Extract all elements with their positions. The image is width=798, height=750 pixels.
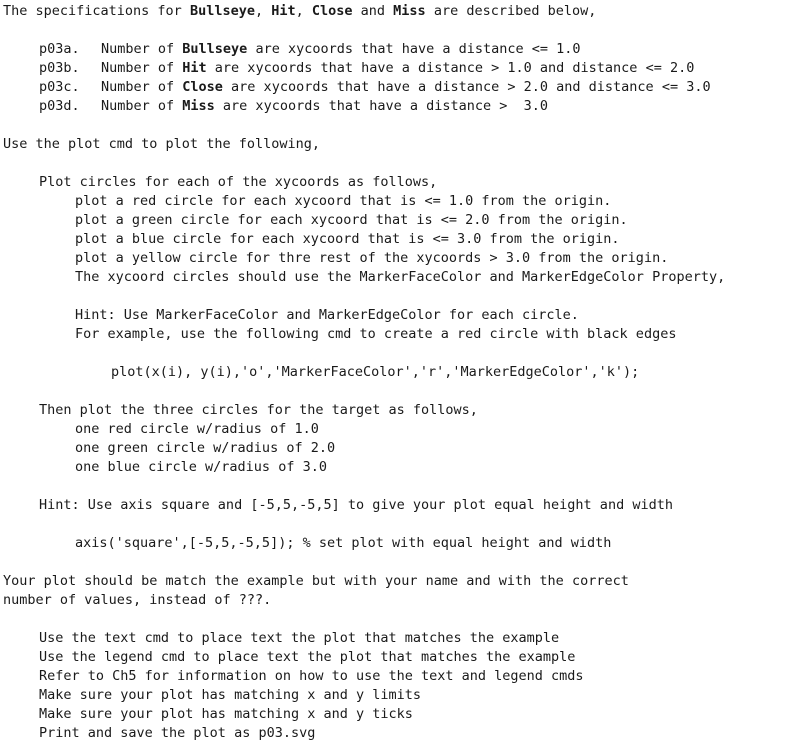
spec-label: p03d. [39,98,80,114]
spec-term: Close [182,79,223,95]
intro-miss: Miss [393,3,426,19]
spacer [3,21,793,40]
intro-text-5: are described below, [425,3,597,19]
final-item: Print and save the plot as p03.svg [39,725,316,741]
final-item: Refer to Ch5 for information on how to use the text and legend cmds [39,668,584,684]
assignment-document [3,2,793,743]
code-plot-example: plot(x(i), y(i),'o','MarkerFaceColor','r','MarkerEdgeColor','k'); [111,364,640,380]
spec-term: Hit [182,60,207,76]
spacer [3,287,793,306]
spacer [3,610,793,629]
plot-circles-heading: Plot circles for each of the xycoords as follows, [39,174,438,190]
spec-text: are xycoords that have a distance <= 1.0 [247,41,581,57]
spec-text: Number of [101,60,183,76]
spacer [3,515,793,534]
intro-close: Close [311,3,353,19]
spec-term: Miss [182,98,215,114]
spec-text: Number of [101,41,183,57]
spacer [3,382,793,401]
spec-p03b [3,59,793,78]
final-item: Use the text cmd to place text the plot that matches the example [39,630,560,646]
spacer [3,344,793,363]
plot-circles-item: The xycoord circles should use the MarkerFaceColor and MarkerEdgeColor Property, [75,269,726,285]
spec-text: are xycoords that have a distance > 2.0 and distance <= 3.0 [222,79,711,95]
spec-label: p03b. [39,60,80,76]
intro-hit: Hit [271,3,296,19]
final-item: Make sure your plot has matching x and y ticks [39,706,413,722]
hint-marker-line: Hint: Use MarkerFaceColor and MarkerEdgeColor for each circle. [75,307,579,323]
intro-text-1: The specifications for [3,3,190,19]
spec-term: Bullseye [182,41,248,57]
spacer [3,553,793,572]
plot-circles-item: plot a red circle for each xycoord that is <= 1.0 from the origin. [75,193,612,209]
spec-text: Number of [101,98,183,114]
hint-example-line: For example, use the following cmd to create a red circle with black edges [75,326,677,342]
target-item: one red circle w/radius of 1.0 [75,421,319,437]
spec-label: p03a. [39,41,80,57]
plot-circles-item: plot a blue circle for each xycoord that is <= 3.0 from the origin. [75,231,620,247]
spec-label: p03c. [39,79,80,95]
match-line-2: number of values, instead of ???. [3,592,272,608]
spec-p03d [3,97,793,116]
spec-p03c [3,78,793,97]
spec-p03a [3,40,793,59]
intro-line [3,2,793,21]
hint-axis-line: Hint: Use axis square and [-5,5,-5,5] to give your plot equal height and width [39,497,673,513]
final-item: Use the legend cmd to place text the plot that matches the example [39,649,576,665]
spacer [3,116,793,135]
spacer [3,477,793,496]
plot-circles-item: plot a yellow circle for thre rest of the xycoords > 3.0 from the origin. [75,250,669,266]
match-line-1: Your plot should be match the example but with your name and with the correct [3,573,629,589]
intro-text-3: , [295,3,312,19]
spacer [3,154,793,173]
spec-text: Number of [101,79,183,95]
final-item: Make sure your plot has matching x and y limits [39,687,422,703]
target-item: one green circle w/radius of 2.0 [75,440,336,456]
intro-text-4: and [352,3,394,19]
code-axis-example: axis('square',[-5,5,-5,5]); % set plot with equal height and width [75,535,612,551]
target-heading: Then plot the three circles for the target as follows, [39,402,478,418]
plot-circles-item: plot a green circle for each xycoord that is <= 2.0 from the origin. [75,212,628,228]
spec-text: are xycoords that have a distance > 1.0 and distance <= 2.0 [206,60,695,76]
spec-text: are xycoords that have a distance > 3.0 [214,98,549,114]
intro-text-2: , [254,3,272,19]
intro-bullseye: Bullseye [189,3,255,19]
use-plot-line: Use the plot cmd to plot the following, [3,136,320,152]
target-item: one blue circle w/radius of 3.0 [75,459,327,475]
